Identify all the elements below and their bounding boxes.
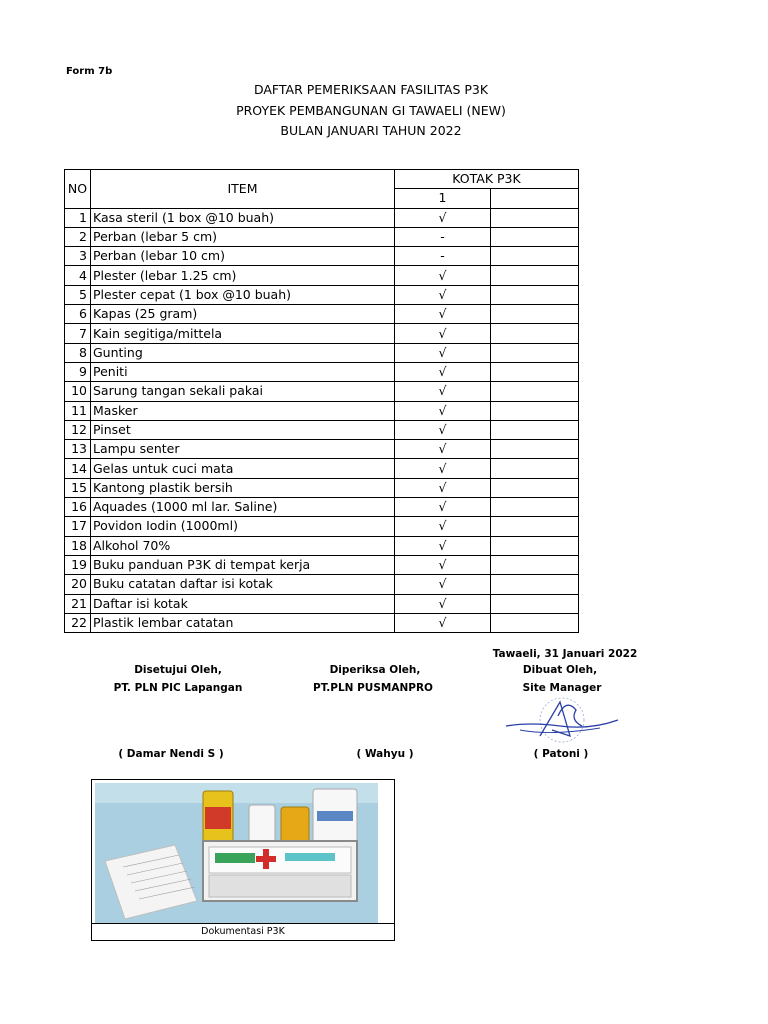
table-row (65, 478, 579, 497)
row-check-mark: √ (395, 613, 491, 632)
row-check-mark: √ (395, 594, 491, 613)
table-row (65, 247, 579, 266)
row-kotak-2 (491, 536, 579, 555)
approved-label: Disetujui Oleh, (134, 664, 222, 676)
row-number: 11 (65, 401, 91, 420)
row-kotak-2 (491, 594, 579, 613)
row-item: Aquades (1000 ml lar. Saline) (91, 498, 395, 517)
checked-label: Diperiksa Oleh, (329, 664, 421, 676)
table-row (65, 440, 579, 459)
row-kotak-2 (491, 440, 579, 459)
row-item: Kasa steril (1 box @10 buah) (91, 208, 395, 227)
table-row (65, 459, 579, 478)
row-item: Pinset (91, 420, 395, 439)
row-number: 8 (65, 343, 91, 362)
row-number: 22 (65, 613, 91, 632)
row-check-mark: - (395, 227, 491, 246)
row-number: 18 (65, 536, 91, 555)
checked-org: PT.PLN PUSMANPRO (313, 682, 433, 694)
first-aid-box-photo (95, 783, 378, 924)
checked-name: ( Wahyu ) (356, 748, 414, 760)
header-kotak-1: 1 (395, 189, 491, 208)
row-kotak-2 (491, 362, 579, 381)
row-number: 12 (65, 420, 91, 439)
row-check-mark: √ (395, 536, 491, 555)
made-label: Dibuat Oleh, (522, 664, 598, 676)
row-item: Perban (lebar 10 cm) (91, 247, 395, 266)
row-kotak-2 (491, 575, 579, 594)
row-item: Kapas (25 gram) (91, 305, 395, 324)
row-check-mark: - (395, 247, 491, 266)
row-item: Gelas untuk cuci mata (91, 459, 395, 478)
table-header-row (65, 170, 579, 189)
row-number: 2 (65, 227, 91, 246)
row-kotak-2 (491, 227, 579, 246)
row-number: 4 (65, 266, 91, 285)
row-kotak-2 (491, 247, 579, 266)
row-number: 7 (65, 324, 91, 343)
row-item: Plastik lembar catatan (91, 613, 395, 632)
row-kotak-2 (491, 343, 579, 362)
photo-documentation (91, 779, 395, 941)
row-check-mark: √ (395, 478, 491, 497)
row-kotak-2 (491, 382, 579, 401)
table-row (65, 305, 579, 324)
row-check-mark: √ (395, 362, 491, 381)
table-row (65, 208, 579, 227)
row-number: 13 (65, 440, 91, 459)
row-number: 1 (65, 208, 91, 227)
table-row (65, 555, 579, 574)
row-number: 10 (65, 382, 91, 401)
row-kotak-2 (491, 324, 579, 343)
row-number: 21 (65, 594, 91, 613)
place-date: Tawaeli, 31 Januari 2022 (492, 648, 638, 660)
row-check-mark: √ (395, 440, 491, 459)
row-item: Kain segitiga/mittela (91, 324, 395, 343)
document-title: DAFTAR PEMERIKSAAN FASILITAS P3K (253, 82, 489, 97)
row-check-mark: √ (395, 401, 491, 420)
row-number: 15 (65, 478, 91, 497)
row-check-mark: √ (395, 382, 491, 401)
handwritten-signature (500, 696, 624, 748)
table-row (65, 382, 579, 401)
header-kotak-2 (491, 189, 579, 208)
checklist-table (64, 169, 579, 633)
row-item: Gunting (91, 343, 395, 362)
row-kotak-2 (491, 555, 579, 574)
row-number: 19 (65, 555, 91, 574)
header-no: NO (65, 170, 91, 209)
row-number: 3 (65, 247, 91, 266)
row-check-mark: √ (395, 517, 491, 536)
row-kotak-2 (491, 517, 579, 536)
approved-org: PT. PLN PIC Lapangan (113, 682, 243, 694)
table-row (65, 517, 579, 536)
row-number: 6 (65, 305, 91, 324)
row-kotak-2 (491, 208, 579, 227)
row-number: 5 (65, 285, 91, 304)
row-number: 14 (65, 459, 91, 478)
row-kotak-2 (491, 420, 579, 439)
row-item: Buku catatan daftar isi kotak (91, 575, 395, 594)
row-check-mark: √ (395, 285, 491, 304)
table-row (65, 227, 579, 246)
row-item: Perban (lebar 5 cm) (91, 227, 395, 246)
row-check-mark: √ (395, 324, 491, 343)
row-check-mark: √ (395, 343, 491, 362)
project-title: PROYEK PEMBANGUNAN GI TAWAELI (NEW) (236, 103, 506, 118)
header-item: ITEM (91, 170, 395, 209)
table-row (65, 285, 579, 304)
row-kotak-2 (491, 305, 579, 324)
row-item: Peniti (91, 362, 395, 381)
row-check-mark: √ (395, 208, 491, 227)
row-kotak-2 (491, 401, 579, 420)
table-row (65, 498, 579, 517)
row-item: Plester (lebar 1.25 cm) (91, 266, 395, 285)
row-item: Povidon Iodin (1000ml) (91, 517, 395, 536)
header-kotak: KOTAK P3K (395, 170, 579, 189)
row-check-mark: √ (395, 420, 491, 439)
form-number: Form 7b (66, 66, 113, 77)
table-row (65, 420, 579, 439)
row-item: Kantong plastik bersih (91, 478, 395, 497)
row-check-mark: √ (395, 555, 491, 574)
row-item: Buku panduan P3K di tempat kerja (91, 555, 395, 574)
row-kotak-2 (491, 266, 579, 285)
row-number: 16 (65, 498, 91, 517)
row-number: 17 (65, 517, 91, 536)
row-number: 20 (65, 575, 91, 594)
table-row (65, 324, 579, 343)
row-check-mark: √ (395, 498, 491, 517)
made-org: Site Manager (522, 682, 602, 694)
row-item: Alkohol 70% (91, 536, 395, 555)
period-title: BULAN JANUARI TAHUN 2022 (280, 123, 462, 138)
table-row (65, 401, 579, 420)
row-item: Masker (91, 401, 395, 420)
photo-caption: Dokumentasi P3K (92, 923, 394, 940)
table-row (65, 343, 579, 362)
row-kotak-2 (491, 478, 579, 497)
row-check-mark: √ (395, 305, 491, 324)
table-row (65, 575, 579, 594)
row-check-mark: √ (395, 575, 491, 594)
row-kotak-2 (491, 285, 579, 304)
row-item: Lampu senter (91, 440, 395, 459)
row-kotak-2 (491, 459, 579, 478)
row-check-mark: √ (395, 459, 491, 478)
row-kotak-2 (491, 498, 579, 517)
row-check-mark: √ (395, 266, 491, 285)
table-row (65, 536, 579, 555)
row-item: Daftar isi kotak (91, 594, 395, 613)
row-item: Sarung tangan sekali pakai (91, 382, 395, 401)
row-kotak-2 (491, 613, 579, 632)
made-name: ( Patoni ) (533, 748, 589, 760)
table-row (65, 266, 579, 285)
row-number: 9 (65, 362, 91, 381)
table-row (65, 613, 579, 632)
approved-name: ( Damar Nendi S ) (118, 748, 224, 760)
row-item: Plester cepat (1 box @10 buah) (91, 285, 395, 304)
table-row (65, 362, 579, 381)
table-row (65, 594, 579, 613)
